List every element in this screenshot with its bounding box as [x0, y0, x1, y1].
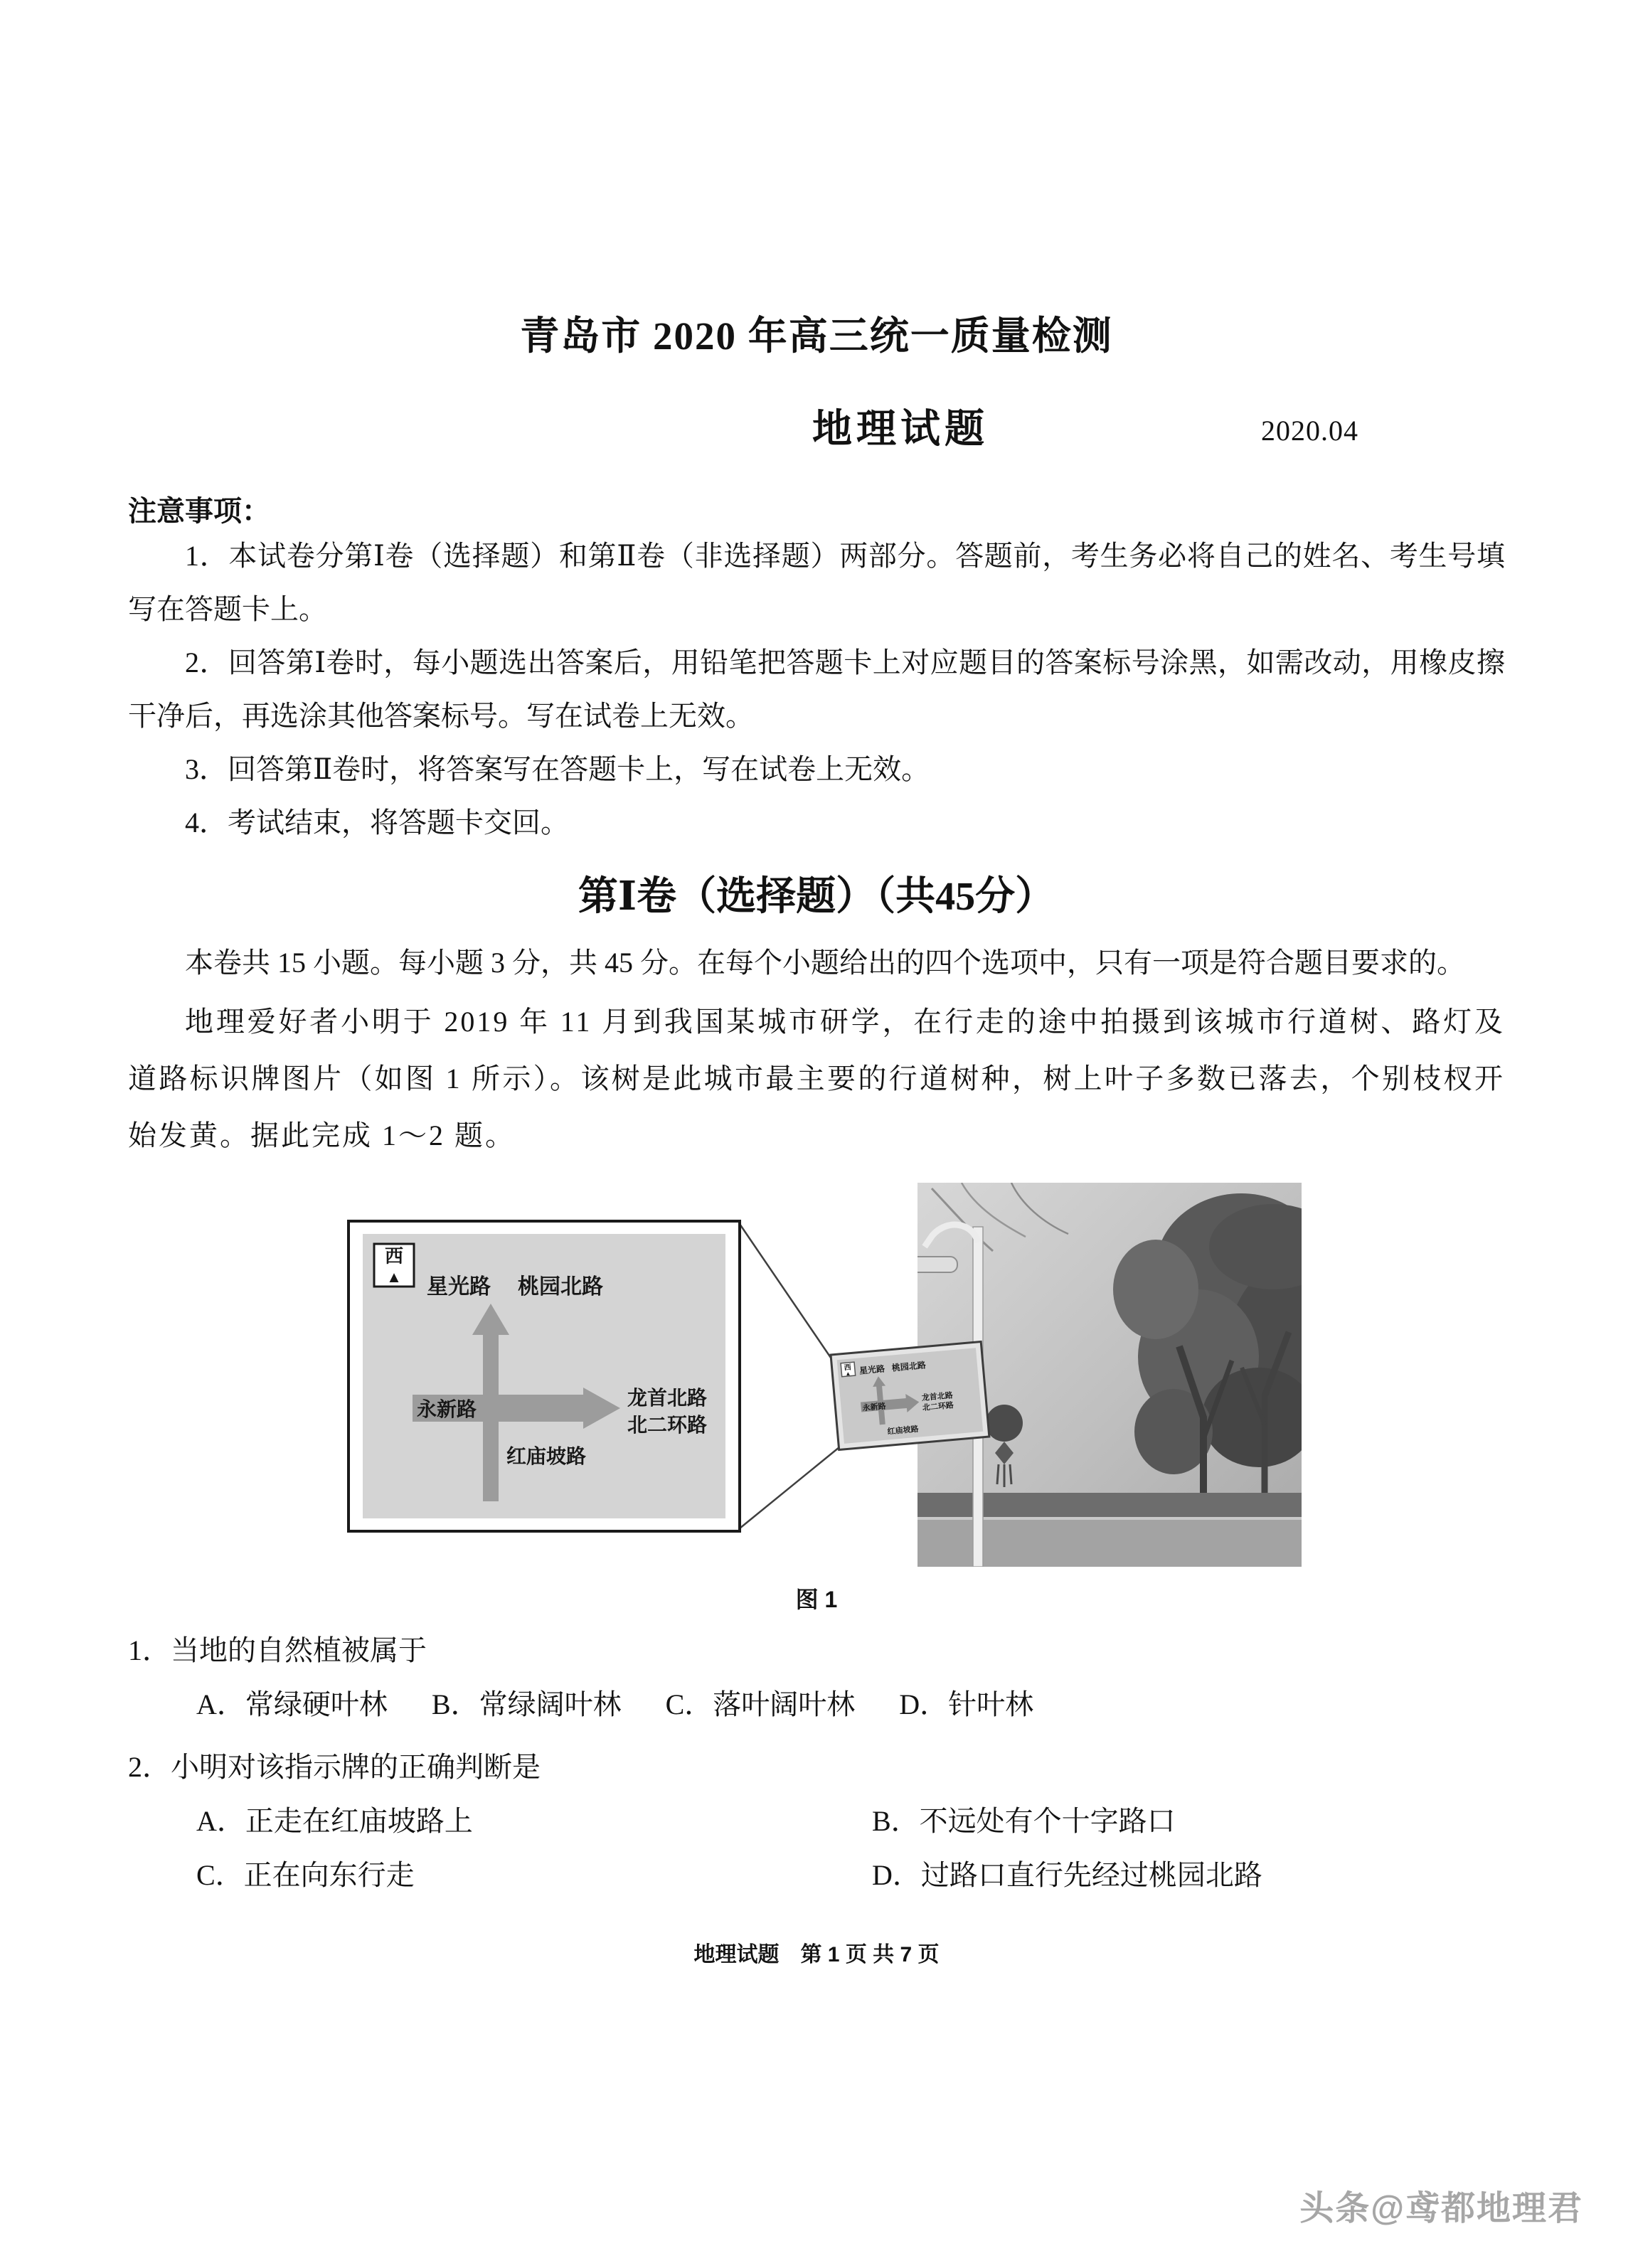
question-2-option-a: A．正走在红庙坡路上	[196, 1805, 473, 1837]
subtitle-row	[128, 398, 1505, 453]
section-title: 第Ⅰ卷（选择题）（共45分）	[578, 875, 1055, 919]
projection-line-bottom	[740, 1447, 839, 1528]
road-label-longshoubei: 龙首北路	[627, 1387, 708, 1409]
road-label-xingguang: 星光路	[427, 1275, 491, 1299]
notice-item-3: 3．回答第Ⅱ卷时，将答案写在答题卡上，写在试卷上无效。	[185, 753, 930, 785]
question-1-option-c: C．落叶阔叶林	[665, 1688, 856, 1720]
north-arrow-icon: ▲	[386, 1268, 402, 1286]
question-1-option-d: D．针叶林	[899, 1688, 1034, 1720]
question-1-options	[128, 1678, 1505, 1732]
subject-title: 地理试题	[812, 406, 989, 451]
question-1-stem: 1．当地的自然植被属于	[128, 1634, 427, 1666]
compass-west-label: 西	[384, 1245, 404, 1267]
mini-road-label-longshoubei: 龙首北路	[921, 1391, 954, 1403]
road-label-taoyuanbei: 桃园北路	[518, 1275, 603, 1299]
question-1-option-a: A．常绿硬叶林	[196, 1688, 388, 1720]
mini-road-label-yongxin: 永新路	[862, 1402, 887, 1413]
projection-line-top	[740, 1224, 831, 1358]
figure-caption: 图 1	[795, 1587, 838, 1612]
watermark: 头条@鸢都地理君	[1299, 2190, 1583, 2227]
question-group-passage: 地理爱好者小明于 2019 年 11 月到我国某城市研学，在行走的途中拍摄到该城市行道树、路灯及道路标识牌图片（如图 1 所示）。该树是此城市最主要的行道树种，树上叶子多数已落去，个别枝杈开始发黄。据此完成 1～2 题。	[128, 1006, 1505, 1151]
road-label-beierhuan: 北二环路	[627, 1414, 708, 1436]
question-2-stem: 2．小明对该指示牌的正确判断是	[128, 1751, 541, 1783]
mini-road-label-taoyuanbei: 桃园北路	[891, 1360, 927, 1373]
mini-road-label-hongmiaopo: 红庙坡路	[887, 1425, 920, 1437]
notice-item-4: 4．考试结束，将答题卡交回。	[185, 806, 569, 838]
exam-date: 2020.04	[1261, 415, 1358, 447]
page-content	[128, 0, 1505, 1968]
question-2-option-b: B．不远处有个十字路口	[872, 1805, 1176, 1837]
exam-title: 青岛市 2020 年高三统一质量检测	[520, 314, 1113, 358]
mini-compass-west-label: 西	[844, 1363, 852, 1373]
figure-1	[128, 1183, 1505, 1581]
mini-north-arrow-icon: ▲	[845, 1370, 851, 1378]
mini-road-label-beierhuan: 北二环路	[922, 1401, 954, 1413]
question-1	[128, 1624, 1505, 1732]
page-footer: 地理试题 第 1 页 共 7 页	[693, 1943, 940, 1966]
figure-1-graphic	[128, 1183, 1505, 1581]
notice-item-2: 2．回答第Ⅰ卷时，每小题选出答案后，用铅笔把答题卡上对应题目的答案标号涂黑，如需改动，用橡皮擦干净后，再选涂其他答案标号。写在试卷上无效。	[128, 646, 1505, 732]
question-2-option-c: C．正在向东行走	[196, 1859, 415, 1891]
road-label-hongmiaopo: 红庙坡路	[506, 1445, 587, 1467]
notice-heading: 注意事项：	[128, 496, 270, 527]
mini-road-label-xingguang: 星光路	[858, 1363, 885, 1376]
question-2-option-d: D．过路口直行先经过桃园北路	[872, 1859, 1262, 1891]
road-sign-diagram	[349, 1221, 740, 1531]
photo-road-sign-mini	[831, 1342, 989, 1450]
question-2	[128, 1740, 1505, 1902]
question-1-option-b: B．常绿阔叶林	[431, 1688, 622, 1720]
question-2-options	[128, 1794, 1505, 1902]
notice-item-1: 1．本试卷分第Ⅰ卷（选择题）和第Ⅱ卷（非选择题）两部分。答题前，考生务必将自己的姓名、考生号填写在答题卡上。	[128, 540, 1505, 625]
road-label-yongxin: 永新路	[417, 1398, 477, 1420]
section-intro: 本卷共 15 小题。每小题 3 分，共 45 分。在每个小题给出的四个选项中，只有一项是符合题目要求的。	[185, 947, 1465, 979]
